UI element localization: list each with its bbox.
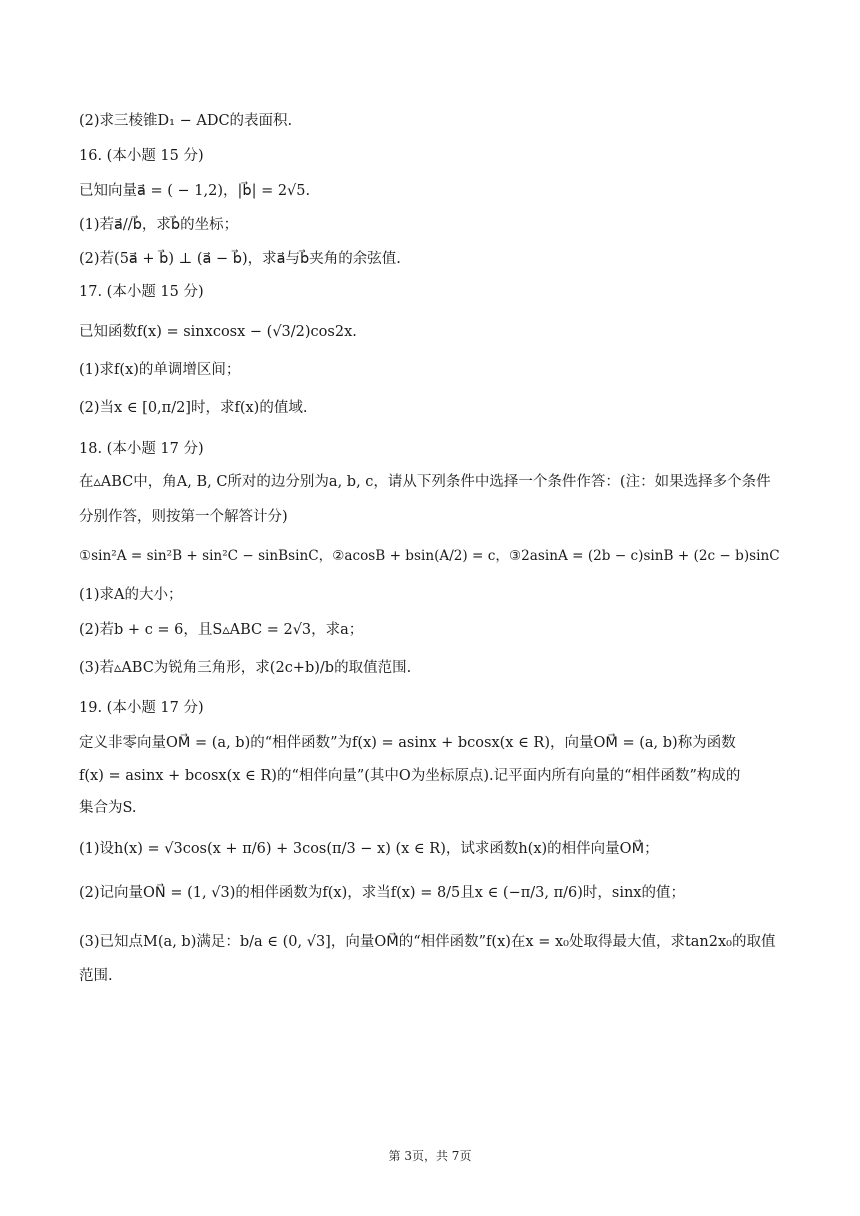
problem-18-heading: 18. (本小题 17 分) xyxy=(79,441,204,457)
problem-18-conditions: ①sin²A = sin²B + sin²C − sinBsinC，②acosB + bsin(A/2) = c，③2asinA = (2b − c)sinB + (2c − b)sinC xyxy=(79,548,780,564)
problem-17-part-2: (2)当x ∈ [0,π/2]时，求f(x)的值域. xyxy=(79,400,308,416)
problem-16-heading: 16. (本小题 15 分) xyxy=(79,148,204,164)
problem-18-part-3: (3)若▵ABC为锐角三角形，求(2c+b)/b的取值范围. xyxy=(79,660,412,676)
problem-16-part-1: (1)若a⃗//b⃗，求b⃗的坐标； xyxy=(79,217,239,233)
problem-19-heading: 19. (本小题 17 分) xyxy=(79,700,204,716)
problem-17-statement: 已知函数f(x) = sinxcosx − (√3/2)cos2x. xyxy=(79,324,357,340)
problem-19-part-1: (1)设h(x) = √3cos(x + π/6) + 3cos(π/3 − x) (x ∈ R)，试求函数h(x)的相伴向量OM⃗； xyxy=(79,841,659,857)
problem-15-part-2: (2)求三棱锥D₁ − ADC的表面积. xyxy=(79,113,293,129)
page-footer: 第 3页，共 7页 xyxy=(388,1149,472,1163)
problem-18-part-2: (2)若b + c = 6，且S▵ABC = 2√3，求a； xyxy=(79,622,364,638)
problem-19-part-3-cont: 范围. xyxy=(79,968,113,984)
problem-16-statement: 已知向量a⃗ = ( − 1,2)，|b⃗| = 2√5. xyxy=(79,183,311,199)
problem-19-part-2: (2)记向量ON⃗ = (1, √3)的相伴函数为f(x)，求当f(x) = 8/5且x ∈ (−π/3, π/6)时，sinx的值； xyxy=(79,885,685,901)
problem-18-statement: 在▵ABC中，角A, B, C所对的边分别为a, b, c，请从下列条件中选择一个条件作答：(注：如果选择多个条件 xyxy=(79,474,771,490)
problem-19-definition-end: 集合为S. xyxy=(79,800,137,816)
problem-17-heading: 17. (本小题 15 分) xyxy=(79,284,204,300)
problem-17-part-1: (1)求f(x)的单调增区间； xyxy=(79,362,241,378)
problem-16-part-2: (2)若(5a⃗ + b⃗) ⊥ (a⃗ − b⃗)，求a⃗与b⃗夹角的余弦值. xyxy=(79,251,401,267)
problem-19-definition-cont: f(x) = asinx + bcosx(x ∈ R)的“相伴向量”(其中O为坐标原点).记平面内所有向量的“相伴函数”构成的 xyxy=(79,768,741,784)
problem-19-part-3: (3)已知点M(a, b)满足：b/a ∈ (0, √3]，向量OM⃗的“相伴函数”f(x)在x = x₀处取得最大值，求tan2x₀的取值 xyxy=(79,934,776,950)
problem-18-statement-cont: 分别作答，则按第一个解答计分) xyxy=(79,509,288,525)
problem-19-definition: 定义非零向量OM⃗ = (a, b)的“相伴函数”为f(x) = asinx + bcosx(x ∈ R)，向量OM⃗ = (a, b)称为函数 xyxy=(79,735,736,751)
problem-18-part-1: (1)求A的大小； xyxy=(79,587,183,603)
